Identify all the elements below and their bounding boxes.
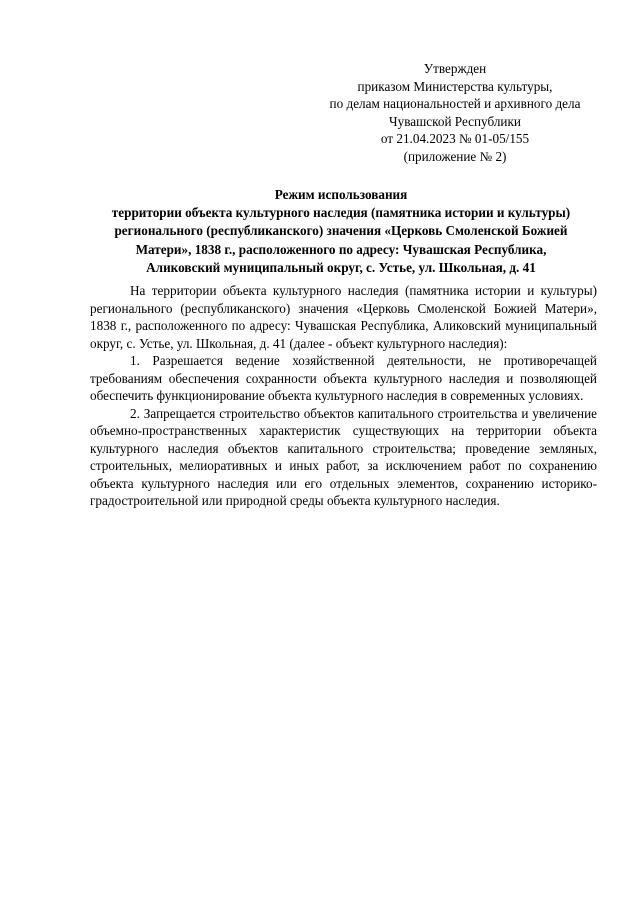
item-2-paragraph: 2. Запрещается строительство объектов капитального строительства и увеличение объемно-пространственных характеристик существующих на территории объекта культурного наследия объектов капитального строительства; проведение земляных, строительных, мелиоративных и иных работ, за исключением работ по сохранению объекта культурного наследия или его отдельных элементов, сохранению историко-градостроительной или природной среды объекта культурного наследия. — [90, 405, 597, 508]
document-body — [90, 282, 597, 510]
title-line: Матери», 1838 г., расположенного по адресу: Чувашская Республика, — [135, 241, 547, 257]
approval-line: (приложение № 2) — [403, 148, 507, 164]
title-line: Режим использования — [274, 187, 408, 202]
approval-line: Чувашской Республики — [389, 113, 521, 129]
document-title — [84, 186, 598, 277]
approval-stamp-block — [300, 60, 610, 166]
intro-paragraph: На территории объекта культурного наследия (памятника истории и культуры) регионального (республиканского) значения «Церковь Смоленской Божией Матери», 1838 г., расположенного по адресу: Чувашская Республика, Аликовский муниципальный округ, с. Устье, ул. Школьная, д. 41 (далее - объект культурного наследия): — [90, 283, 597, 351]
title-line: регионального (республиканского) значения «Церковь Смоленской Божией — [114, 223, 568, 239]
approval-line: Утвержден — [423, 61, 487, 76]
item-1-paragraph: 1. Разрешается ведение хозяйственной деятельности, не противоречащей требованиям обеспечения сохранности объекта культурного наследия и позволяющей обеспечить функционирование объекта культурного наследия в современных условиях. — [90, 353, 597, 403]
approval-line: по делам национальностей и архивного дела — [329, 96, 581, 112]
approval-line: приказом Министерства культуры, — [357, 78, 553, 94]
title-line: Аликовский муниципальный округ, с. Устье, ул. Школьная, д. 41 — [146, 259, 536, 275]
approval-line: от 21.04.2023 № 01-05/155 — [380, 131, 530, 147]
title-line: территории объекта культурного наследия (памятника истории и культуры) — [111, 205, 571, 221]
